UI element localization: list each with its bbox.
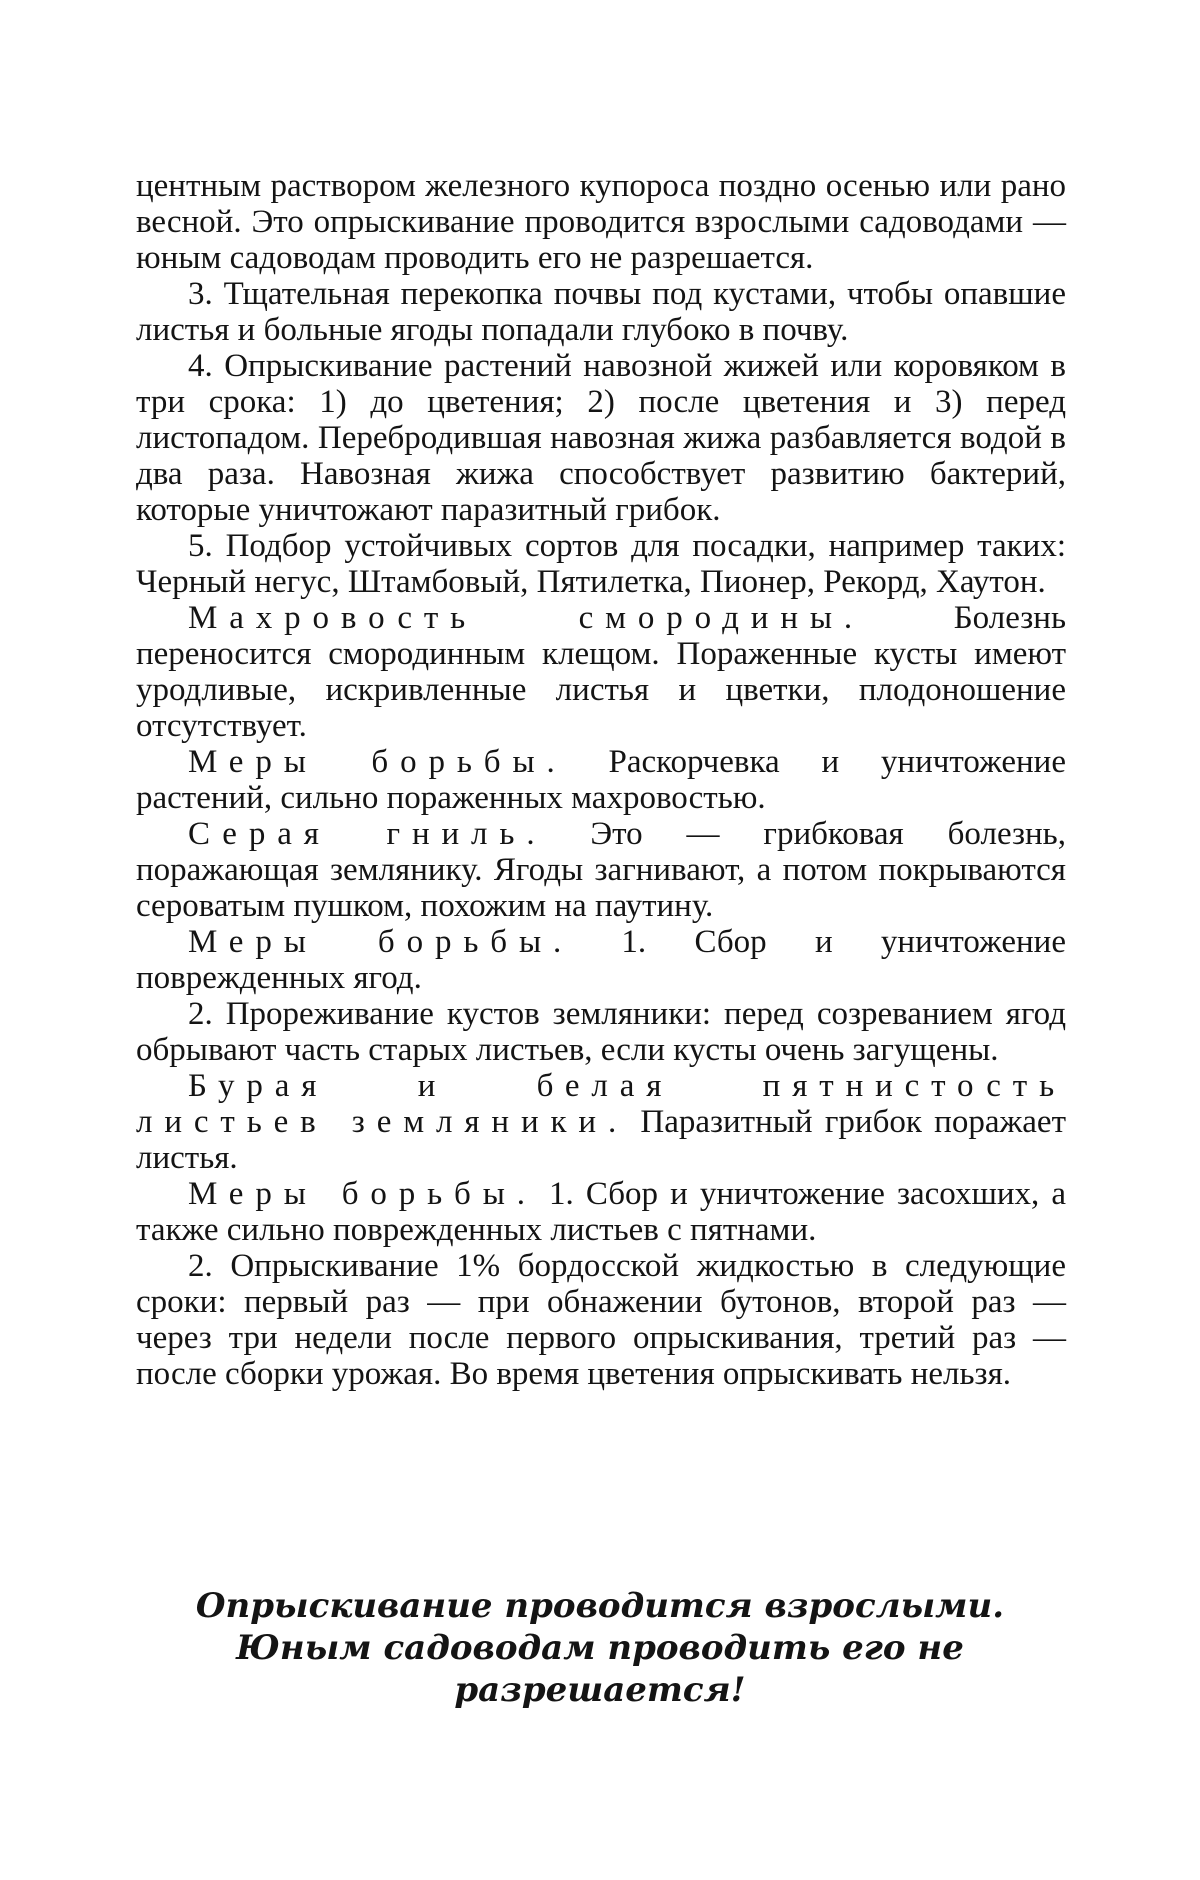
paragraph xyxy=(136,348,1066,528)
paragraph-text: Раскорчевка и уничтожение растений, сильно пораженных махровостью. xyxy=(136,744,1066,816)
paragraph-heading: Бурая и белая пятнистость листьев земляники. xyxy=(136,1068,1066,1140)
warning-line-2: Юным садоводам проводить его не разрешается! xyxy=(236,1628,964,1710)
paragraph xyxy=(136,744,1066,816)
paragraph xyxy=(136,1248,1066,1392)
paragraph-heading: Махровость смородины. xyxy=(188,600,865,636)
paragraph xyxy=(136,168,1066,276)
paragraph-heading: Серая гниль. xyxy=(188,816,547,852)
paragraph-text: 2. Прореживание кустов земляники: перед созреванием ягод обрывают часть старых листьев, если кусты очень загущены. xyxy=(136,996,1066,1068)
paragraph xyxy=(136,276,1066,348)
paragraph xyxy=(136,996,1066,1068)
paragraph-text: 3. Тщательная перекопка почвы под кустами, чтобы опавшие листья и больные ягоды попадали глубоко в почву. xyxy=(136,276,1066,348)
paragraph-text: 1. Сбор и уничтожение поврежденных ягод. xyxy=(136,924,1066,996)
warning-line-1: Опрыскивание проводится взрослыми. xyxy=(195,1586,1005,1626)
paragraph-text: центным раствором железного купороса поздно осенью или рано весной. Это опрыскивание проводится взрослыми садоводами — юным садоводам проводить его не разрешается. xyxy=(136,168,1066,276)
paragraph xyxy=(136,1176,1066,1248)
paragraph-text: 5. Подбор устойчивых сортов для посадки, например таких: Черный негус, Штамбовый, Пятилетка, Пионер, Рекорд, Хаутон. xyxy=(136,528,1066,600)
paragraph-text: Это — грибковая болезнь, поражающая землянику. Ягоды загнивают, а потом покрываются сероватым пушком, похожим на паутину. xyxy=(136,816,1066,924)
paragraph xyxy=(136,924,1066,996)
paragraph xyxy=(136,528,1066,600)
paragraph xyxy=(136,1068,1066,1176)
paragraph xyxy=(136,600,1066,744)
paragraph xyxy=(136,816,1066,924)
warning-note xyxy=(100,1585,1100,1711)
paragraph-text: Болезнь переносится смородинным клещом. Пораженные кусты имеют уродливые, искривленные листья и цветки, плодоношение отсутствует. xyxy=(136,600,1066,744)
paragraph-heading: Меры борьбы. xyxy=(188,924,574,960)
page-body xyxy=(136,168,1066,1392)
paragraph-heading: Меры борьбы. xyxy=(188,1176,537,1212)
paragraph-text: 1. Сбор и уничтожение засохших, а также сильно поврежденных листьев с пятнами. xyxy=(136,1176,1067,1248)
paragraph-heading: Меры борьбы. xyxy=(188,744,567,780)
paragraph-text: Паразитный грибок поражает листья. xyxy=(136,1104,1066,1176)
paragraph-text: 2. Опрыскивание 1% бордосской жидкостью в следующие сроки: первый раз — при обнажении бутонов, второй раз — через три недели после первого опрыскивания, третий раз — после сборки урожая. Во время цветения опрыскивать нельзя. xyxy=(136,1248,1066,1392)
paragraph-text: 4. Опрыскивание растений навозной жижей или коровяком в три срока: 1) до цветения; 2) после цветения и 3) перед листопадом. Перебродившая навозная жижа разбавляется водой в два раза. Навозная жижа способствует развитию бактерий, которые уничтожают паразитный грибок. xyxy=(136,348,1066,528)
